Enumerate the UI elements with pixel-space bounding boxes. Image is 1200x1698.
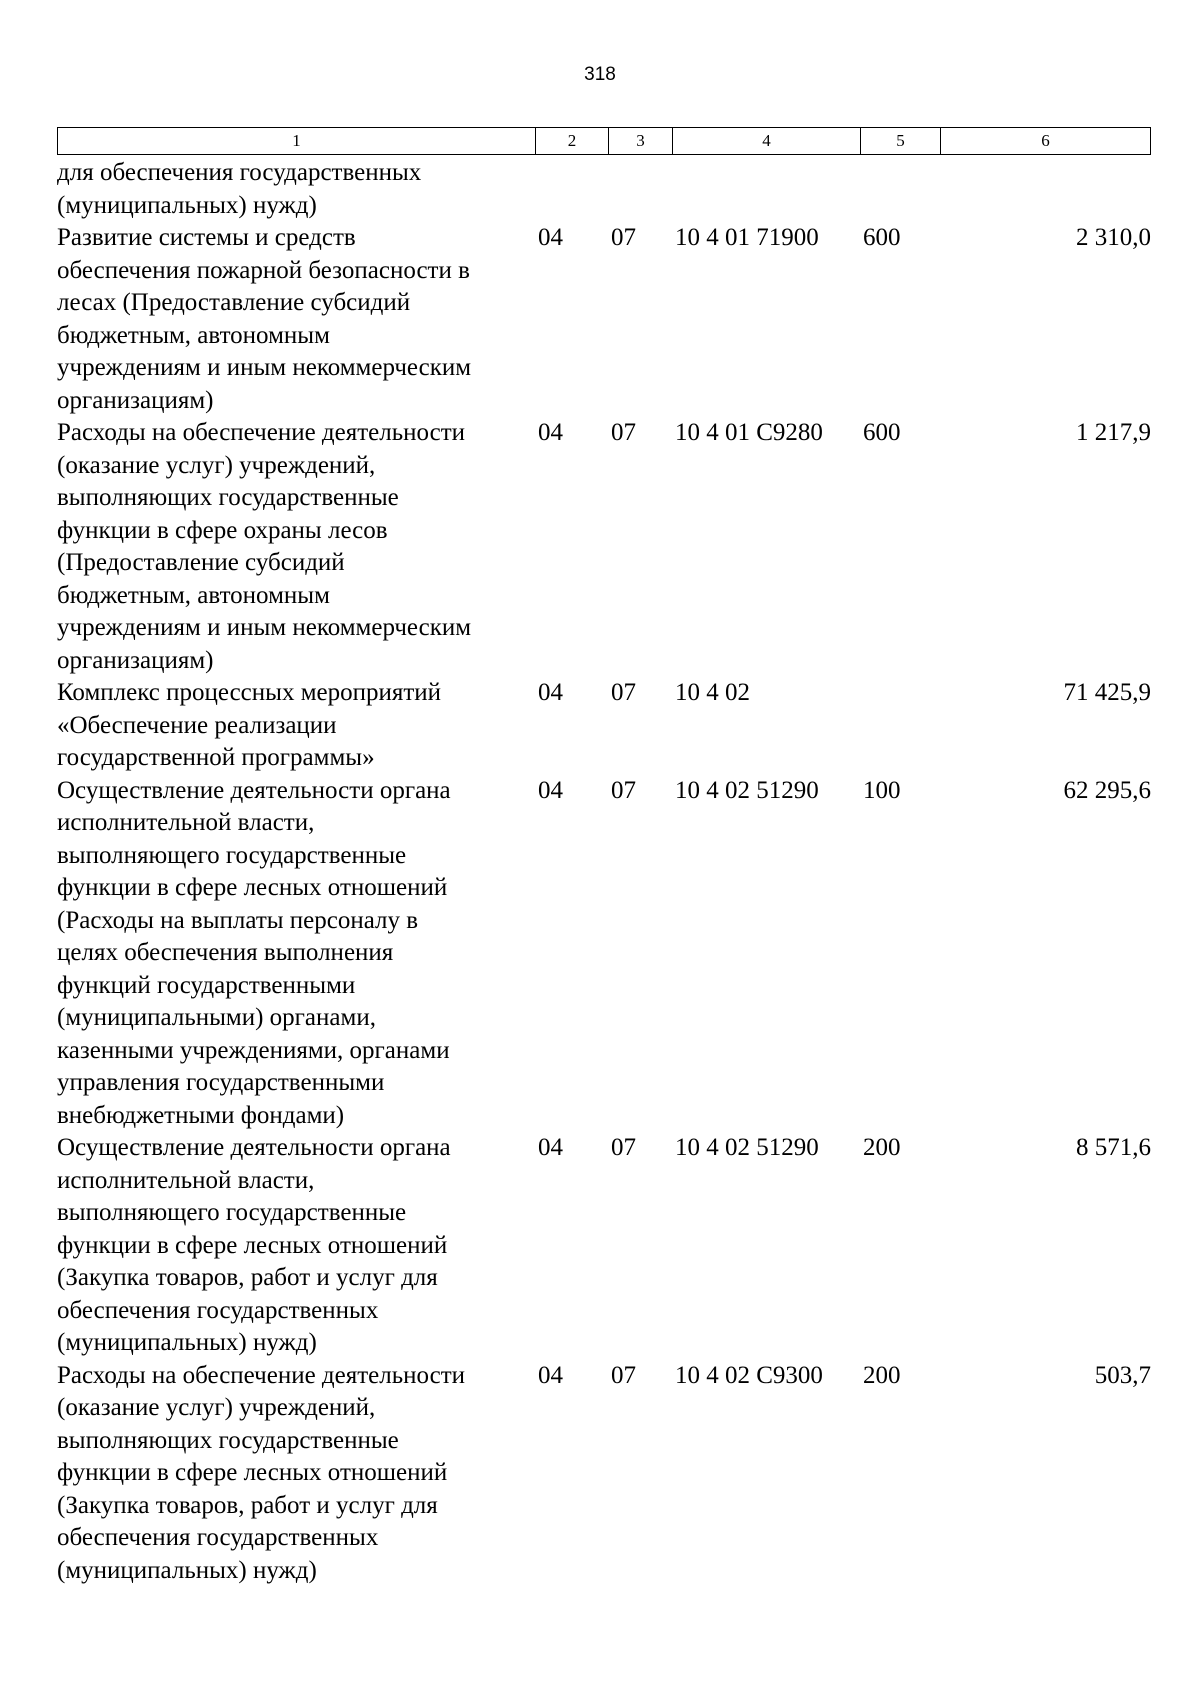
table-row xyxy=(57,1132,1151,1360)
header-col-3: 3 xyxy=(609,128,673,154)
row-target-article: 10 4 02 С9300 xyxy=(675,1361,823,1389)
row-subsection: 07 xyxy=(611,679,636,706)
row-name: Осуществление деятельности органа исполнительной власти, выполняющего государственные функции в сфере лесных отношений (Закупка товаров, работ и услуг для обеспечения государственных (муниципальных) нужд) xyxy=(57,1134,451,1356)
row-section: 04 xyxy=(538,224,563,251)
row-section: 04 xyxy=(538,1134,563,1161)
page-number: 318 xyxy=(584,64,616,85)
row-amount: 8 571,6 xyxy=(1076,1134,1151,1161)
table-body xyxy=(57,157,1151,1587)
row-name: Комплекс процессных мероприятий «Обеспечение реализации государственной программы» xyxy=(57,679,442,771)
row-expense-type: 200 xyxy=(863,1361,901,1389)
row-expense-type: 200 xyxy=(863,1134,901,1161)
header-col-5: 5 xyxy=(861,128,941,154)
row-name: для обеспечения государственных (муниципальных) нужд) xyxy=(57,159,422,219)
row-section: 04 xyxy=(538,419,563,446)
header-col-6: 6 xyxy=(1041,131,1050,150)
header-col-4: 4 xyxy=(673,128,861,154)
row-name: Расходы на обеспечение деятельности (оказание услуг) учреждений, выполняющих государственные функции в сфере охраны лесов (Предоставление субсидий бюджетным, автономным учреждениям и иным некоммерческим организациям) xyxy=(57,419,472,674)
row-subsection: 07 xyxy=(611,1361,636,1389)
row-target-article: 10 4 01 С9280 xyxy=(675,419,823,446)
row-expense-type: 100 xyxy=(863,776,901,804)
row-amount: 1 217,9 xyxy=(1076,419,1151,446)
header-col-1: 1 xyxy=(58,128,536,154)
row-amount: 2 310,0 xyxy=(1076,224,1151,251)
row-amount: 62 295,6 xyxy=(1063,776,1151,804)
table-row xyxy=(57,775,1151,1133)
row-section: 04 xyxy=(538,679,563,706)
table-row xyxy=(57,1360,1151,1588)
table-row xyxy=(57,222,1151,417)
row-section: 04 xyxy=(538,1361,563,1389)
row-expense-type: 600 xyxy=(863,224,901,251)
row-expense-type: 600 xyxy=(863,419,901,446)
row-target-article: 10 4 01 71900 xyxy=(675,224,819,251)
row-name: Осуществление деятельности органа исполнительной власти, выполняющего государственные функции в сфере лесных отношений (Расходы на выплаты персоналу в целях обеспечения выполнения функций государственными (муниципальными) органами, казенными учреждениями, органами управления государственными внебюджетными фондами) xyxy=(57,776,451,1129)
table-row xyxy=(57,677,1151,775)
table-header xyxy=(57,127,1151,155)
row-target-article: 10 4 02 xyxy=(675,679,750,706)
header-col-2: 2 xyxy=(536,128,609,154)
row-subsection: 07 xyxy=(611,776,636,804)
row-target-article: 10 4 02 51290 xyxy=(675,776,819,804)
table-row xyxy=(57,157,1151,222)
row-target-article: 10 4 02 51290 xyxy=(675,1134,819,1161)
row-amount: 71 425,9 xyxy=(1063,679,1151,706)
row-section: 04 xyxy=(538,776,563,804)
row-subsection: 07 xyxy=(611,224,636,251)
row-name: Расходы на обеспечение деятельности (оказание услуг) учреждений, выполняющих государственные функции в сфере лесных отношений (Закупка товаров, работ и услуг для обеспечения государственных (муниципальных) нужд) xyxy=(57,1361,466,1584)
table-row xyxy=(57,417,1151,677)
row-subsection: 07 xyxy=(611,1134,636,1161)
row-subsection: 07 xyxy=(611,419,636,446)
row-name: Развитие системы и средств обеспечения пожарной безопасности в лесах (Предоставление субсидий бюджетным, автономным учреждениям и иным некоммерческим организациям) xyxy=(57,224,472,414)
row-amount: 503,7 xyxy=(1094,1361,1151,1389)
